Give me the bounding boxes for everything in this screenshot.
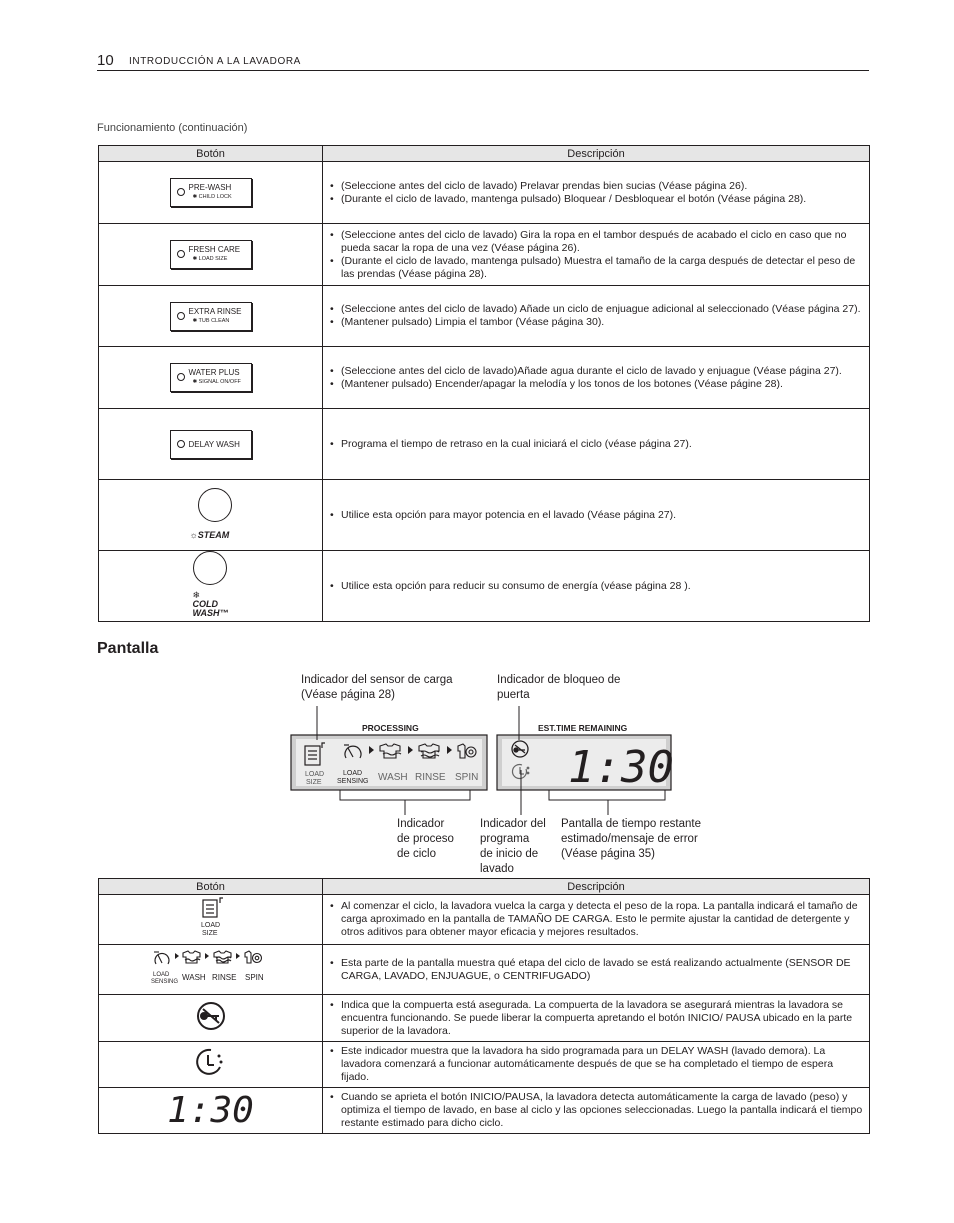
callout-line: lavado xyxy=(480,863,514,875)
est-time-label: EST.TIME REMAINING xyxy=(538,723,628,733)
icon-cell xyxy=(99,1042,323,1088)
button-sublabel: ✱ CHILD LOCK xyxy=(192,194,232,200)
icon-cell xyxy=(99,895,323,945)
bullet: • (Durante el ciclo de lavado, mantenga pulsado) Muestra el tamaño de la carga después de detectar el peso de las prendas (Véase página 28). xyxy=(341,255,863,281)
table-header-row xyxy=(99,879,870,895)
description-cell xyxy=(323,995,870,1042)
delay-clock-icon xyxy=(194,1045,228,1079)
load-size-icon xyxy=(196,895,226,939)
load-size-text: LOAD xyxy=(200,922,220,929)
button-label: FRESH CARE xyxy=(188,245,241,254)
wash-text: WASH™ xyxy=(192,608,229,618)
bullet: • (Mantener pulsado) Limpia el tambor (Véase página 30). xyxy=(341,316,863,329)
bullet: • (Seleccione antes del ciclo de lavado) Gira la ropa en el tambor después de acabado el ciclo en caso que no pueda sacar la ropa de una vez (Véase página 26). xyxy=(341,229,863,255)
description-cell xyxy=(323,945,870,995)
button-sublabel: ✱ TUB CLEAN xyxy=(192,317,230,324)
spin-text: SPIN xyxy=(455,772,479,783)
bullet: • Al comenzar el ciclo, la lavadora vuelca la carga y detecta el peso de la ropa. La pantalla indicará el tamaño de carga aproximado en la pantalla de TAMAÑO DE CARGA. Esto le permite ajustar la cantidad de detergente y otros aditivos para obtener mayor eficacia y mejores resultados. xyxy=(341,900,863,939)
rinse-text: RINSE xyxy=(211,973,236,982)
time-remaining-digits: 1:30 xyxy=(568,742,674,793)
display-table xyxy=(98,878,870,1134)
spin-text: SPIN xyxy=(244,973,264,982)
callout-line: de inicio de xyxy=(480,848,539,860)
callout-line: Pantalla de tiempo restante xyxy=(561,818,702,830)
load-size-text: SIZE xyxy=(306,779,322,786)
button-sublabel: ✱ LOAD SIZE xyxy=(192,256,228,262)
cold-text: COLD xyxy=(192,599,218,609)
section-subtitle: Funcionamiento (continuación) xyxy=(97,122,248,134)
callout-line: (Véase página 28) xyxy=(301,689,395,701)
callout-line: (Véase página 35) xyxy=(561,848,655,860)
callout-line: Indicador xyxy=(397,818,445,830)
table-row xyxy=(99,1042,870,1088)
icon-cell xyxy=(99,995,323,1042)
callout-line: Indicador de bloqueo de xyxy=(497,674,621,686)
chapter-title: INTRODUCCIÓN A LA LAVADORA xyxy=(129,56,301,67)
callout-line: puerta xyxy=(497,689,530,701)
table-row xyxy=(99,895,870,945)
col-button: Botón xyxy=(99,146,323,162)
wash-text: WASH xyxy=(181,973,206,982)
bullet: • Esta parte de la pantalla muestra qué etapa del ciclo de lavado se está realizando actualmente (SENSOR DE CARGA, LAVADO, ENJUAGUE, o CENTRIFUGADO) xyxy=(341,957,863,983)
col-description: Descripción xyxy=(323,146,870,162)
bullet: • Cuando se aprieta el botón INICIO/PAUSA, la lavadora detecta automáticamente la carga de lavado (peso) y optimiza el tiempo de lavado, en base al ciclo y las opciones seleccionadas. Luego la pantalla indicará el tiempo restante estimado para dicho ciclo. xyxy=(341,1091,863,1130)
table-row xyxy=(99,995,870,1042)
bullet: • (Durante el ciclo de lavado, mantenga pulsado) Bloquear / Desbloquear el botón (Véase página 28). xyxy=(341,193,863,206)
button-label: WATER PLUS xyxy=(188,368,240,377)
table-row xyxy=(99,1088,870,1134)
bullet: • Utilice esta opción para mayor potencia en el lavado (Véase página 27). xyxy=(341,509,863,522)
bullet: • (Seleccione antes del ciclo de lavado)Añade agua durante el ciclo de lavado y enjuague (Véase página 27). xyxy=(341,365,863,378)
processing-label: PROCESSING xyxy=(362,723,419,733)
callout-line: programa xyxy=(480,833,530,845)
bullet: • (Seleccione antes del ciclo de lavado) Añade un ciclo de enjuague adicional al seleccionado (Véase página 27). xyxy=(341,303,863,316)
load-size-text: LOAD xyxy=(305,771,325,778)
button-sublabel: ✱ SIGNAL ON/OFF xyxy=(192,379,241,385)
description-cell xyxy=(323,895,870,945)
description-cell xyxy=(323,1042,870,1088)
button-label: DELAY WASH xyxy=(188,439,240,449)
bullet: • Programa el tiempo de retraso en la cual iniciará el ciclo (véase página 27). xyxy=(341,438,863,451)
load-size-text: SIZE xyxy=(201,930,218,937)
icon-cell xyxy=(99,945,323,995)
button-label: PRE-WASH xyxy=(188,183,232,192)
bullet: • Este indicador muestra que la lavadora ha sido programada para un DELAY WASH (lavado demora). La lavadora comenzará a funcionar automáticamente después de que se ha completado el tiempo de espera fijado. xyxy=(341,1045,863,1084)
bullet: • Indica que la compuerta está asegurada. La compuerta de la lavadora se asegurará mientras la lavadora se encuentra funcionando. Se puede liberar la compuerta apretando el botón INICIO/ PAUSA ubicado en la parte superior de la lavadora. xyxy=(341,999,863,1038)
snowflake-icon: ❄ xyxy=(192,590,201,600)
steam-icon: ☼ xyxy=(189,529,198,540)
load-sensing-text: LOAD xyxy=(152,972,169,978)
col-description: Descripción xyxy=(323,879,870,895)
bullet: • Utilice esta opción para reducir su consumo de energía (véase página 28 ). xyxy=(341,580,863,593)
callout-line: de ciclo xyxy=(397,848,436,860)
wash-text: WASH xyxy=(378,772,408,783)
callout-line: estimado/mensaje de error xyxy=(561,833,698,845)
bullet: • (Mantener pulsado) Encender/apagar la melodía y los tonos de los botones (Véase págine 28). xyxy=(341,378,863,391)
load-sensing-text: LOAD xyxy=(343,770,363,777)
load-sensing-text: SENSING xyxy=(150,979,178,985)
section-title-pantalla: Pantalla xyxy=(97,640,159,657)
col-button: Botón xyxy=(99,879,323,895)
callout-line: Indicador del xyxy=(480,818,546,830)
callout-line: Indicador del sensor de carga xyxy=(301,674,453,686)
icon-cell xyxy=(99,1088,323,1134)
bullet: • (Seleccione antes del ciclo de lavado) Prelavar prendas bien sucias (Véase página 26). xyxy=(341,180,863,193)
steam-text: STEAM xyxy=(197,529,230,540)
load-sensing-text: SENSING xyxy=(337,778,369,785)
page-number: 10 xyxy=(97,52,114,69)
table-row xyxy=(99,945,870,995)
cycle-progress-icons xyxy=(151,947,271,987)
time-digits: 1:30 xyxy=(167,1089,254,1131)
callout-line: de proceso xyxy=(397,833,454,845)
description-cell xyxy=(323,1088,870,1134)
rinse-text: RINSE xyxy=(415,772,446,783)
button-label: EXTRA RINSE xyxy=(188,306,242,316)
door-lock-icon xyxy=(194,999,228,1033)
